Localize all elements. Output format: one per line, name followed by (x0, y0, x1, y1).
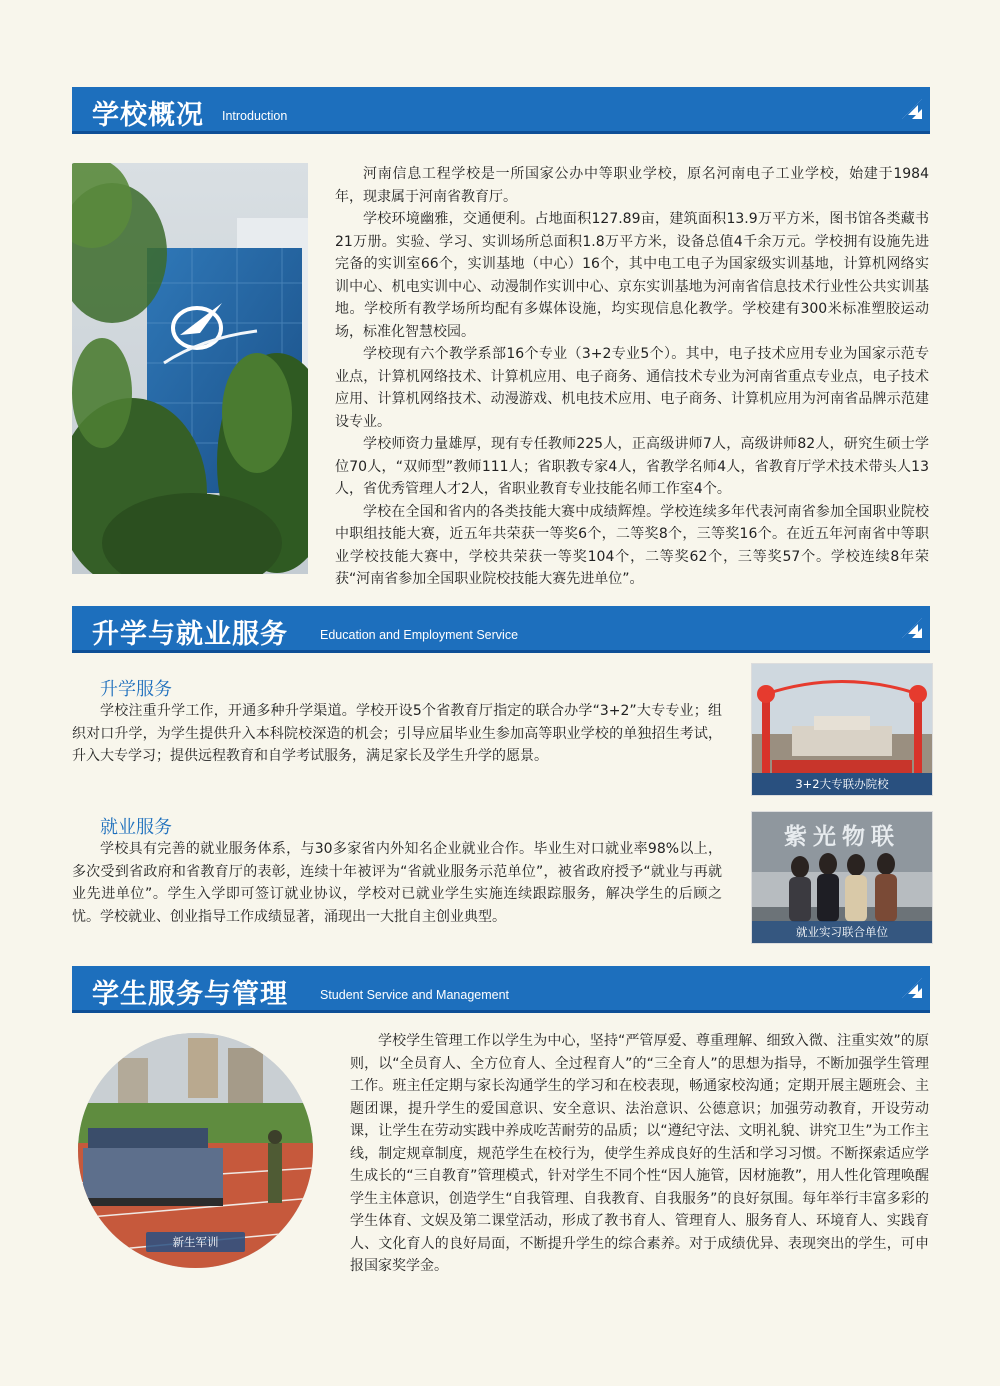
employment-title-en: Education and Employment Service (320, 628, 519, 642)
school-building-photo (72, 163, 308, 574)
student-title-en: Student Service and Management (320, 988, 510, 1002)
internship-partner-photo (751, 811, 933, 944)
intro-title-en: Introduction (222, 109, 288, 123)
sign-text: 紫光物联 (784, 824, 900, 850)
partner-college-photo (751, 663, 933, 796)
job-text (72, 838, 722, 928)
military-training-photo (78, 1033, 313, 1268)
internship-partner-caption: 就业实习联合单位 (752, 921, 932, 943)
student-text (350, 1030, 929, 1278)
student-banner (72, 966, 930, 1013)
job-heading: 就业服务 (100, 817, 172, 838)
intro-paragraph: 学校环境幽雅，交通便利。占地面积127.89亩，建筑面积13.9万平方米，图书馆各类藏书21万册。实验、学习、实训场所总面积1.8万平方米，设备总值4千余万元。学校拥有设施先进完备的实训室66个，实训基地（中心）16个，其中电工电子为国家级实训基地，计算机网络实训中心、机电实训中心、动漫制作实训中心、京东实训基地为河南省信息技术行业性公共实训基地。学校所有教学场所均配有多媒体设施，均实现信息化教学。学校建有300米标准塑胶运动场，标准化智慧校园。 (335, 211, 929, 340)
job-paragraph: 学校具有完善的就业服务体系，与30多家省内外知名企业就业合作。毕业生对口就业率98%以上，多次受到省政府和省教育厅的表彰，连续十年被评为“省就业服务示范单位”，被省政府授予“就业与再就业先进单位”。学生入学即可签订就业协议，学校对已就业学生实施连续跟踪服务，解决学生的后顾之忧。学校就业、创业指导工作成绩显著，涌现出一大批自主创业典型。 (72, 841, 722, 925)
corner-arrow-icon (902, 978, 922, 998)
intro-paragraph: 学校现有六个教学系部16个专业（3+2专业5个）。其中，电子技术应用专业为国家示范专业点，计算机网络技术、计算机应用、电子商务、通信技术专业为河南省重点专业点，电子技术应用、计算机网络技术、动漫游戏、机电技术应用、电子商务、计算机应用为河南省品牌示范建设专业。 (335, 346, 929, 430)
employment-banner (72, 606, 930, 653)
student-paragraph: 学校学生管理工作以学生为中心，坚持“严管厚爱、尊重理解、细致入微、注重实效”的原则，以“全员育人、全方位育人、全过程育人”的“三全育人”的思想为指导，不断加强学生管理工作。班主任定期与家长沟通学生的学习和在校表现，畅通家校沟通；定期开展主题班会、主题团课，提升学生的爱国意识、安全意识、法治意识、公德意识；加强劳动教育，开设劳动课，让学生在劳动实践中养成吃苦耐劳的品质；以“遵纪守法、文明礼貌、讲究卫生”为工作主线，制定规章制度，规范学生在校行为，使学生养成良好的生活和学习习惯。不断探索适应学生成长的“三自教育”管理模式，针对学生不同个性“因人施管，因材施教”，用人性化管理唤醒学生主体意识，创造学生“自我管理、自我教育、自我服务”的良好氛围。每年举行丰富多彩的学生体育、文娱及第二课堂活动，形成了教书育人、管理育人、服务育人、环境育人、实践育人、文化育人的良好局面，不断提升学生的综合素养。对于成绩优异、表现突出的学生，可申报国家奖学金。 (350, 1033, 929, 1274)
corner-arrow-icon (902, 99, 922, 119)
corner-arrow-icon (902, 618, 922, 638)
intro-paragraph: 学校师资力量雄厚，现有专任教师225人，正高级讲师7人，高级讲师82人，研究生硕士学位70人，“双师型”教师111人；省职教专家4人，省教学名师4人，省教育厅学术技术带头人13人，省优秀管理人才2人，省职业教育专业技能名师工作室4个。 (335, 436, 929, 497)
intro-title: 学校概况 (92, 100, 204, 131)
military-training-caption: 新生军训 (146, 1232, 245, 1252)
employment-title: 升学与就业服务 (92, 619, 288, 650)
intro-banner (72, 87, 930, 134)
partner-college-caption: 3+2大专联办院校 (752, 773, 932, 795)
further-study-text (72, 700, 722, 768)
intro-paragraph: 学校在全国和省内的各类技能大赛中成绩辉煌。学校连续多年代表河南省参加全国职业院校中职组技能大赛，近五年共荣获一等奖6个，二等奖8个，三等奖16个。在近五年河南省中等职业学校技能大赛中，学校共荣获一等奖104个，二等奖62个，三等奖57个。学校连续8年荣获“河南省参加全国职业院校技能大赛先进单位”。 (335, 503, 929, 587)
further-study-heading: 升学服务 (100, 679, 172, 700)
further-study-paragraph: 学校注重升学工作，开通多种升学渠道。学校开设5个省教育厅指定的联合办学“3+2”大专专业；组织对口升学，为学生提供升入本科院校深造的机会；引导应届毕业生参加高等职业学校的单独招生考试，升入大专学习；提供远程教育和自学考试服务，满足家长及学生升学的愿景。 (72, 703, 722, 764)
intro-paragraph: 河南信息工程学校是一所国家公办中等职业学校，原名河南电子工业学校，始建于1984年，现隶属于河南省教育厅。 (335, 166, 929, 205)
intro-text (335, 163, 929, 591)
student-title: 学生服务与管理 (92, 979, 288, 1010)
